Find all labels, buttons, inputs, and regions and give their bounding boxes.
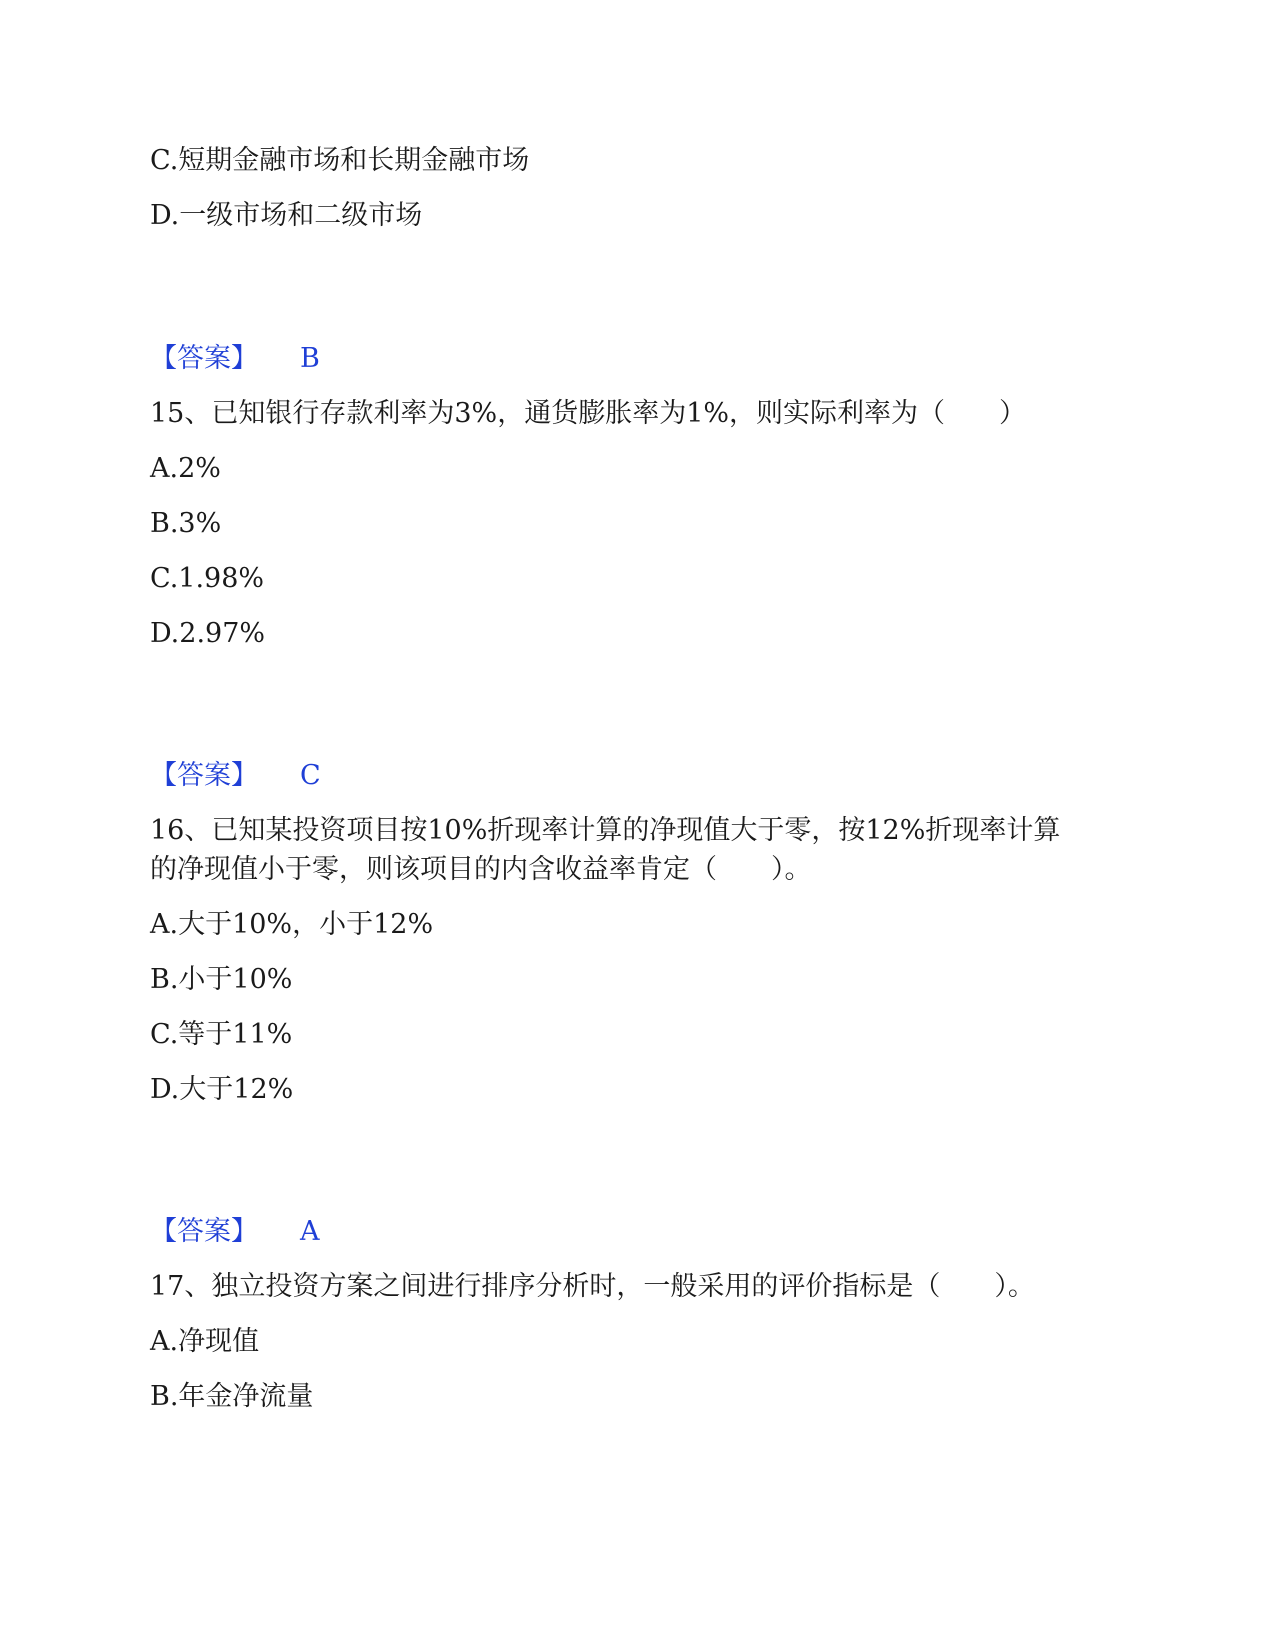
option-a: A.大于10%，小于12%: [150, 909, 434, 940]
answer-label: 【答案】: [150, 343, 258, 374]
option-a: A.2%: [150, 453, 221, 484]
option-b: B.3%: [150, 508, 222, 539]
question-15-stem: 15、已知银行存款利率为3%，通货膨胀率为1%，则实际利率为（ ）: [150, 398, 1027, 429]
option-c: C.1.98%: [150, 563, 265, 594]
answer-line: [150, 1214, 320, 1250]
option-a: A.净现值: [150, 1326, 260, 1357]
answer-value: B: [300, 343, 320, 374]
option-c: C.短期金融市场和长期金融市场: [150, 145, 530, 176]
answer-line: [150, 341, 320, 377]
option-c: C.等于11%: [150, 1019, 293, 1050]
option-b: B.小于10%: [150, 964, 293, 995]
answer-label: 【答案】: [150, 760, 258, 791]
question-16-stem-line-2: 的净现值小于零，则该项目的内含收益率肯定（ ）。: [150, 854, 812, 885]
answer-line: [150, 758, 321, 794]
answer-value: A: [300, 1216, 320, 1247]
question-17-stem: 17、独立投资方案之间进行排序分析时，一般采用的评价指标是（ ）。: [150, 1271, 1035, 1302]
option-d: D.一级市场和二级市场: [150, 200, 423, 231]
option-b: B.年金净流量: [150, 1381, 314, 1412]
option-d: D.大于12%: [150, 1074, 294, 1105]
answer-label: 【答案】: [150, 1216, 258, 1247]
option-d: D.2.97%: [150, 618, 266, 649]
question-16-stem-line-1: 16、已知某投资项目按10%折现率计算的净现值大于零，按12%折现率计算: [150, 815, 1061, 846]
answer-value: C: [300, 760, 321, 791]
